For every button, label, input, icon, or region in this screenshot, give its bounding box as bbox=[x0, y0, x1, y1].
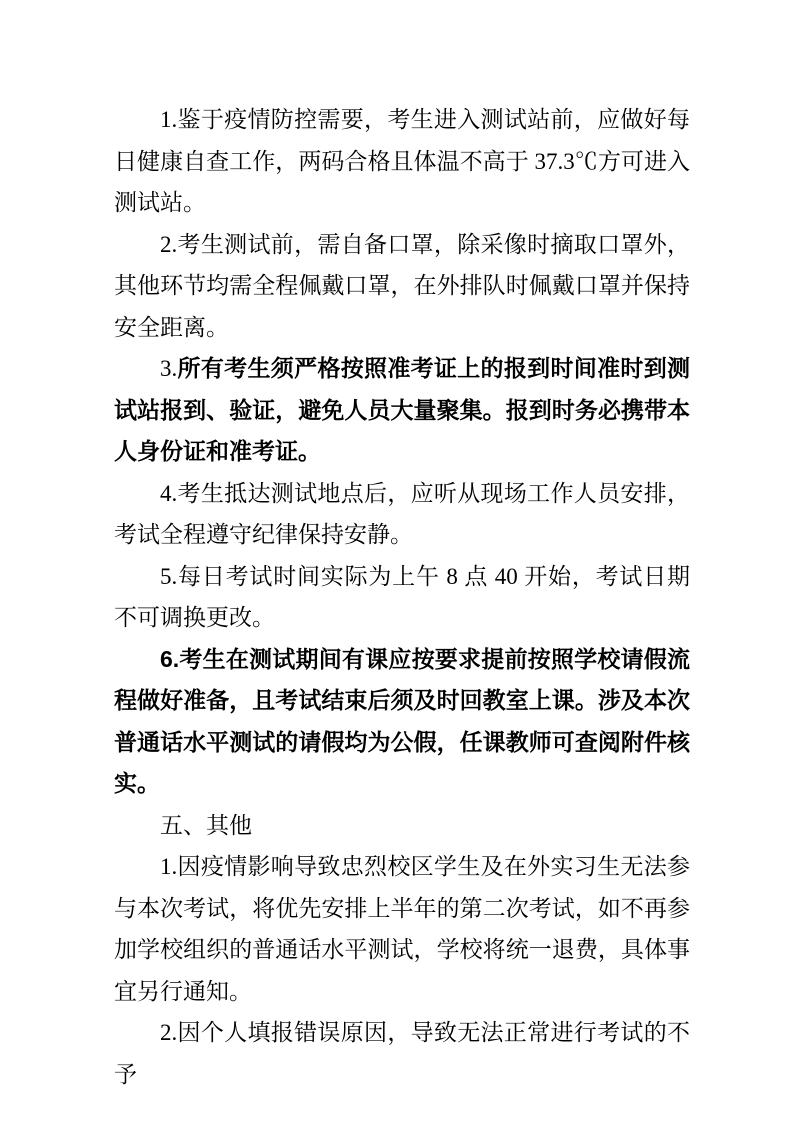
paragraph-misreport-truncated bbox=[114, 1012, 690, 1095]
paragraph-text: 6.考生在测试期间有课应按要求提前按照学校请假流程做好准备，且考试结束后须及时回教室上课。涉及本次普通话水平测试的请假均为公假，任课教师可查阅附件核实。 bbox=[114, 645, 690, 796]
section-heading-others bbox=[114, 805, 690, 847]
paragraph-text: 4.考生抵达测试地点后，应听从现场工作人员安排，考试全程遵守纪律保持安静。 bbox=[114, 480, 690, 547]
paragraph-number: 3. bbox=[160, 356, 178, 381]
paragraph-text: 1.因疫情影响导致忠烈校区学生及在外实习生无法参与本次考试，将优先安排上半年的第二次考试，如不再参加学校组织的普通话水平测试，学校将统一退费，具体事宜另行通知。 bbox=[114, 854, 690, 1004]
heading-text: 五、其他 bbox=[160, 812, 252, 838]
paragraph-text: 2.因个人填报错误原因，导致无法正常进行考试的不予 bbox=[114, 1020, 690, 1087]
paragraph-checkin-time-bold bbox=[114, 348, 690, 473]
paragraph-text: 2.考生测试前，需自备口罩，除采像时摘取口罩外，其他环节均需全程佩戴口罩，在外排队时佩戴口罩并保持安全距离。 bbox=[114, 231, 690, 340]
paragraph-exam-start-time bbox=[114, 556, 690, 639]
paragraph-mask-rules bbox=[114, 224, 690, 349]
paragraph-text: 1.鉴于疫情防控需要，考生进入测试站前，应做好每日健康自查工作，两码合格且体温不高于 37.3℃方可进入测试站。 bbox=[114, 107, 690, 215]
paragraph-covid-selfcheck bbox=[114, 99, 690, 224]
paragraph-onsite-discipline bbox=[114, 473, 690, 556]
paragraph-text: 5.每日考试时间实际为上午 8 点 40 开始，考试日期不可调换更改。 bbox=[114, 563, 690, 630]
paragraph-text: 所有考生须严格按照准考证上的报到时间准时到测试站报到、验证，避免人员大量聚集。报到时务必携带本人身份证和准考证。 bbox=[114, 355, 690, 464]
paragraph-refund-policy bbox=[114, 846, 690, 1012]
document-body bbox=[114, 99, 690, 1095]
paragraph-leave-policy-bold bbox=[114, 639, 690, 805]
